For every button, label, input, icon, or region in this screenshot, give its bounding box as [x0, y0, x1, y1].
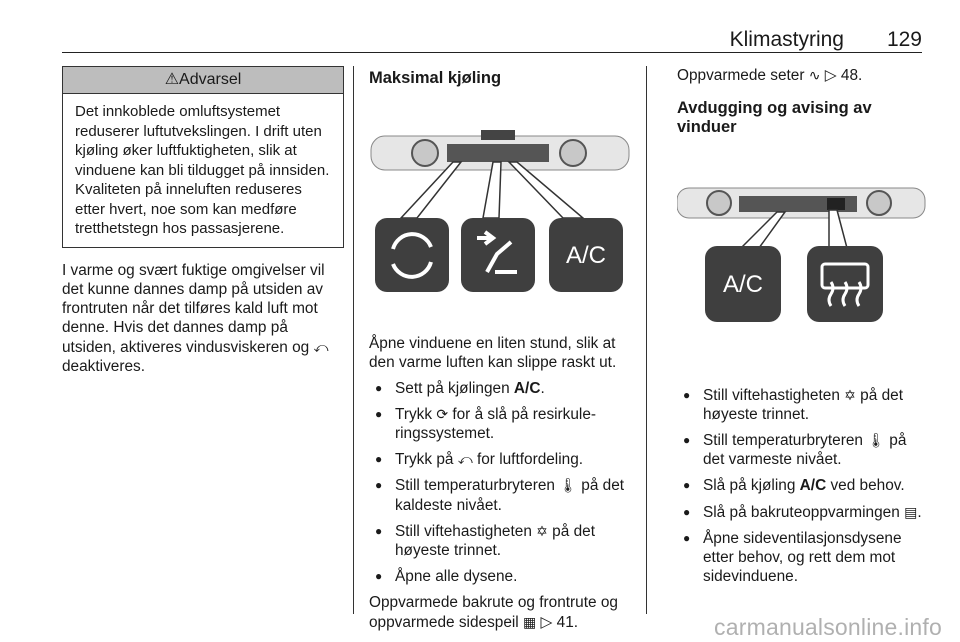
- air-distribution-icon: ⤺: [313, 338, 329, 355]
- section-title: Avdugging og avising av vinduer: [677, 99, 872, 137]
- heated-seats-reference: Oppvarmede seter ∿ ▷ 48.: [677, 67, 863, 84]
- fan-icon: ✡: [536, 522, 548, 539]
- temperature-icon: 🌡: [559, 477, 578, 494]
- heated-seat-icon: ∿: [808, 67, 821, 83]
- reference-arrow-icon: ▷: [540, 613, 553, 631]
- column-divider: [353, 66, 354, 614]
- reference-paragraph: Oppvarmede bakrute og frontrute og oppvarmede sidespeil ▦ ▷ 41.: [369, 594, 618, 631]
- column-2: [369, 66, 633, 632]
- warning-box: [62, 66, 344, 248]
- list-item: ● Still temperaturbryteren 🌡 på det varmeste nivået.: [677, 431, 929, 469]
- section-title: Maksimal kjøling: [369, 69, 502, 87]
- reference-arrow-icon: ▷: [824, 67, 837, 84]
- column-3: [677, 66, 929, 593]
- steps-list: [369, 379, 633, 587]
- warning-header: [63, 67, 343, 94]
- list-item: ● Sett på kjølingen A/C.: [369, 379, 633, 398]
- ac-label: A/C: [565, 242, 607, 270]
- page-header: [62, 26, 922, 53]
- defog-panel-illustration: [677, 186, 929, 336]
- steps-list: [677, 386, 929, 587]
- list-item: ● Still viftehastigheten ✡ på det høyeste trinnet.: [677, 386, 929, 424]
- column-divider: [646, 66, 647, 614]
- rear-defrost-icon: ▤: [904, 503, 918, 520]
- list-item: ● Trykk på ⤺ for luftfordeling.: [369, 450, 633, 469]
- warning-icon: ⚠: [164, 71, 180, 88]
- cooling-panel-illustration: [369, 126, 633, 308]
- list-item: ● Slå på kjøling A/C ved behov.: [677, 476, 929, 495]
- recirculation-button: [375, 218, 449, 292]
- list-item: ● Slå på bakruteoppvarmingen ▤.: [677, 503, 929, 522]
- warning-title: Advarsel: [179, 71, 242, 88]
- heated-mirror-icon: ▦: [523, 613, 537, 630]
- intro-paragraph: Åpne vinduene en liten stund, slik at den varme luften kan slippe raskt ut.: [369, 335, 617, 372]
- page-title: Klimastyring: [729, 28, 844, 51]
- warning-text: Det innkoblede omluftsystemet reduserer luftutvekslingen. I drift uten kjøling øker luftfuktigheten, slik at vinduene kan bli tildugget på innsiden. Kvaliteten på inneluften reduseres etter hvert, noe som kan medføre tretthetstegn hos passasjerene.: [75, 103, 330, 238]
- fan-icon: ✡: [844, 386, 856, 403]
- ac-label: A/C: [722, 270, 764, 298]
- watermark: carmanualsonline.info: [714, 614, 942, 640]
- air-distribution-icon: ⤺: [457, 451, 473, 468]
- list-item: ● Still viftehastigheten ✡ på det høyeste trinnet.: [369, 522, 633, 560]
- recirculation-icon: ⟳: [436, 405, 449, 422]
- paragraph: I varme og svært fuktige omgivelser vil det kunne dannes damp på utsiden av frontruten når det tilføres kald luft mot denne. Hvis det dannes damp på utsiden, aktiveres vindusviskeren og ⤺ deaktiveres.: [62, 261, 329, 375]
- page-number: 129: [886, 28, 922, 51]
- list-item: ● Trykk ⟳ for å slå på resirkuleringssystemet.: [369, 405, 633, 443]
- column-1: [62, 66, 344, 376]
- list-item: ● Åpne sideventilasjonsdysene etter behov, og rett dem mot sidevinduene.: [677, 529, 929, 587]
- list-item: ● Åpne alle dysene.: [369, 567, 633, 586]
- temperature-icon: 🌡: [867, 432, 886, 449]
- list-item: ● Still temperaturbryteren 🌡 på det kaldeste nivået.: [369, 476, 633, 514]
